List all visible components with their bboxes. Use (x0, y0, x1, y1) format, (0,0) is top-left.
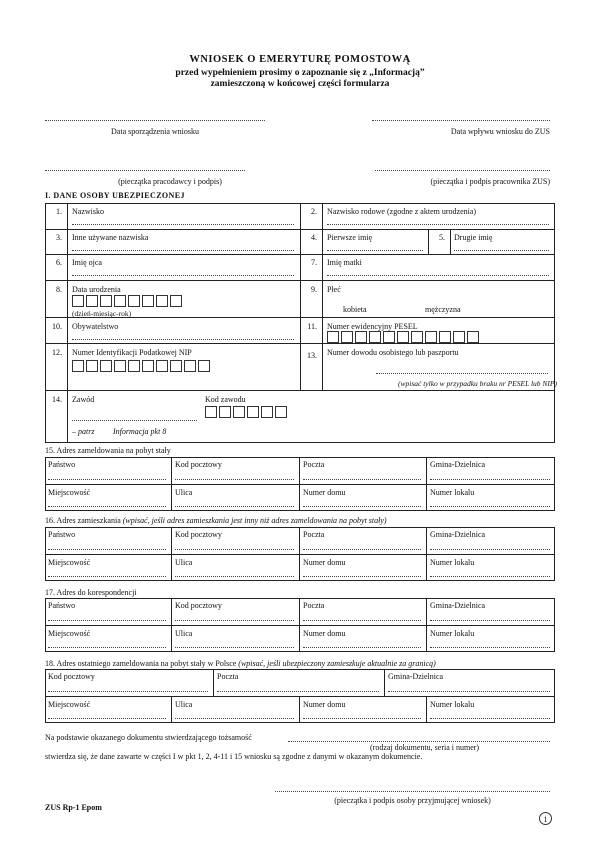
f2-label: Nazwisko rodowe (zgodne z aktem urodzenia) (327, 207, 477, 216)
sec16-house-input[interactable] (303, 576, 421, 577)
sec18-postcode: Kod pocztowy (48, 672, 95, 681)
sec15-title: 15. Adres zameldowania na pobyt stały (45, 446, 171, 455)
sec18-town-input[interactable] (48, 718, 166, 719)
sec18-street: Ulica (175, 700, 193, 709)
f9-num: 9. (311, 285, 317, 294)
f14-see: – patrz (72, 427, 95, 436)
sec18-gmina: Gmina-Dzielnica (388, 672, 444, 681)
sec16-postcode-input[interactable] (175, 549, 294, 550)
sec17-country: Państwo (48, 601, 76, 610)
sex-male-option[interactable]: mężczyzna (425, 305, 461, 314)
sex-female-option[interactable]: kobieta (343, 305, 367, 314)
f6-num: 6. (56, 258, 62, 267)
sec17-post-input[interactable] (303, 620, 421, 621)
sec15-house-input[interactable] (303, 506, 421, 507)
f14-num: 14. (52, 395, 62, 404)
f5-label: Drugie imię (454, 233, 493, 242)
sec15-gmina: Gmina-Dzielnica (430, 460, 486, 469)
zus-stamp-label: (pieczątka i podpis pracownika ZUS) (430, 177, 550, 186)
f13-hint: (wpisać tylko w przypadku braku nr PESEL lub NIP) (398, 379, 558, 388)
sec18-note: (wpisać, jeśli ubezpieczony zamieszkuje aktualnie za granicą) (238, 659, 436, 668)
sec15-town: Miejscowość (48, 488, 91, 497)
sec15-post: Poczta (303, 460, 325, 469)
birth-date-cells[interactable] (72, 295, 184, 307)
sec16-house: Numer domu (303, 558, 346, 567)
doc-text: Na podstawie okazanego dokumentu stwierdzającego tożsamość (45, 733, 252, 742)
f3-num: 3. (56, 233, 62, 242)
sec15-house: Numer domu (303, 488, 346, 497)
f8-hint: (dzień-miesiąc-rok) (72, 309, 132, 318)
f14-label: Zawód (72, 395, 95, 404)
sec16-title-text: 16. Adres zamieszkania (45, 516, 121, 525)
f5-num: 5. (439, 233, 445, 242)
receiver-stamp-label: (pieczątka i podpis osoby przyjmującej wniosek) (334, 796, 491, 805)
sec16-title (45, 516, 387, 525)
f9-label: Płeć (327, 285, 341, 294)
date-received-line[interactable] (372, 120, 550, 121)
father-name-input[interactable] (72, 275, 294, 276)
employer-stamp-label: (pieczątka pracodawcy i podpis) (118, 177, 222, 186)
first-name-input[interactable] (327, 250, 423, 251)
sec18-title-text: 18. Adres ostatniego zameldowania na pobyt stały w Polsce (45, 659, 237, 668)
sec16-country: Państwo (48, 530, 76, 539)
sec18-flat: Numer lokalu (430, 700, 475, 709)
sec16-country-input[interactable] (48, 549, 166, 550)
f8-num: 8. (56, 285, 62, 294)
sec16-street: Ulica (175, 558, 193, 567)
other-surnames-input[interactable] (72, 250, 294, 251)
doc-hint: (rodzaj dokumentu, seria i numer) (370, 743, 480, 752)
f3-label: Inne używane nazwiska (72, 233, 149, 242)
citizenship-input[interactable] (72, 339, 294, 340)
employer-stamp-line[interactable] (45, 170, 245, 171)
zus-stamp-line[interactable] (375, 170, 550, 171)
f6-label: Imię ojca (72, 258, 102, 267)
sec17-postcode-input[interactable] (175, 620, 294, 621)
sec16-post-input[interactable] (303, 549, 421, 550)
sec18-flat-input[interactable] (430, 718, 550, 719)
f11-num: 11. (307, 322, 317, 331)
mother-name-input[interactable] (327, 275, 549, 276)
nip-cells[interactable] (72, 360, 212, 372)
f4-label: Pierwsze imię (327, 233, 373, 242)
f13-num: 13. (307, 351, 317, 360)
sec17-post: Poczta (303, 601, 325, 610)
id-document-input[interactable] (376, 373, 548, 374)
sec17-gmina-input[interactable] (430, 620, 550, 621)
f13-label: Numer dowodu osobistego lub paszportu (327, 348, 459, 357)
sec15-town-input[interactable] (48, 506, 166, 507)
confirm-text: stwierdza się, że dane zawarte w części I w pkt 1, 2, 4-11 i 15 wniosku są zgodne z danymi w okazanym dokumencie. (45, 752, 423, 761)
f10-label: Obywatelstwo (72, 322, 119, 331)
sec16-note: (wpisać, jeśli adres zamieszkania jest inny niż adres zameldowania na pobyt stały) (122, 516, 387, 525)
sec18-house: Numer domu (303, 700, 346, 709)
f12-label: Numer Identyfikacji Podatkowej NIP (72, 348, 192, 357)
sec18-gmina-input[interactable] (388, 691, 550, 692)
sec17-country-input[interactable] (48, 620, 166, 621)
sec15-country-input[interactable] (48, 479, 166, 480)
sec16-postcode: Kod pocztowy (175, 530, 222, 539)
sec15-flat: Numer lokalu (430, 488, 475, 497)
sec18-street-input[interactable] (175, 718, 294, 719)
section1-title: I. DANE OSOBY UBEZPIECZONEJ (45, 191, 185, 200)
f7-num: 7. (311, 258, 317, 267)
sec17-title: 17. Adres do korespondencji (45, 588, 137, 597)
sec17-flat: Numer lokalu (430, 629, 475, 638)
sec15-post-input[interactable] (303, 479, 421, 480)
sec16-post: Poczta (303, 530, 325, 539)
sec15-flat-input[interactable] (430, 506, 550, 507)
sec15-gmina-input[interactable] (430, 479, 550, 480)
f14-info: Informacja pkt 8 (113, 427, 167, 436)
receiver-signature-line[interactable] (275, 791, 550, 792)
f4-num: 4. (311, 233, 317, 242)
occupation-code-cells[interactable] (205, 406, 289, 418)
sec17-house-input[interactable] (303, 647, 421, 648)
sec18-house-input[interactable] (303, 718, 421, 719)
f2-num: 2. (311, 207, 317, 216)
form-subtitle-line2: zamieszczoną w końcowej części formularza (210, 79, 390, 89)
sec17-town-input[interactable] (48, 647, 166, 648)
form-code: ZUS Rp-1 Epom (45, 803, 102, 812)
date-prepared-label: Data sporządzenia wniosku (111, 127, 199, 136)
second-name-input[interactable] (454, 250, 549, 251)
sec17-street: Ulica (175, 629, 193, 638)
date-received-label: Data wpływu wniosku do ZUS (450, 127, 550, 136)
pesel-cells[interactable] (327, 331, 481, 343)
f1-label: Nazwisko (72, 207, 104, 216)
sec17-postcode: Kod pocztowy (175, 601, 222, 610)
sec15-street: Ulica (175, 488, 193, 497)
f11-label: Numer ewidencyjny PESEL (327, 322, 418, 331)
sec16-town: Miejscowość (48, 558, 91, 567)
occupation-input[interactable] (72, 420, 197, 421)
f1-num: 1. (56, 207, 62, 216)
sec17-town: Miejscowość (48, 629, 91, 638)
form-title: WNIOSEK O EMERYTURĘ POMOSTOWĄ (189, 54, 411, 65)
f7-label: Imię matki (327, 258, 362, 267)
sec17-street-input[interactable] (175, 647, 294, 648)
sec18-title (45, 659, 436, 668)
sec16-flat-input[interactable] (430, 576, 550, 577)
sec17-house: Numer domu (303, 629, 346, 638)
sec18-town: Miejscowość (48, 700, 91, 709)
date-prepared-line[interactable] (45, 120, 265, 121)
sec18-postcode-input[interactable] (48, 691, 208, 692)
sec18-post: Poczta (217, 672, 239, 681)
sec15-postcode: Kod pocztowy (175, 460, 222, 469)
sec15-street-input[interactable] (175, 506, 294, 507)
f12-num: 12. (52, 348, 62, 357)
f10-num: 10. (52, 322, 62, 331)
sec16-flat: Numer lokalu (430, 558, 475, 567)
sec17-flat-input[interactable] (430, 647, 550, 648)
sec16-street-input[interactable] (175, 576, 294, 577)
sec15-postcode-input[interactable] (175, 479, 294, 480)
sec16-gmina-input[interactable] (430, 549, 550, 550)
sec18-post-input[interactable] (217, 691, 379, 692)
doc-input[interactable] (288, 741, 550, 742)
f8-label: Data urodzenia (72, 285, 121, 294)
sec15-country: Państwo (48, 460, 76, 469)
sec16-gmina: Gmina-Dzielnica (430, 530, 486, 539)
sec17-gmina: Gmina-Dzielnica (430, 601, 486, 610)
sec16-town-input[interactable] (48, 576, 166, 577)
surname-input[interactable] (72, 224, 294, 225)
page-number: 1 (539, 812, 552, 825)
form-subtitle-line1: przed wypełnieniem prosimy o zapoznanie się z „Informacją” (175, 68, 425, 78)
f14-code-label: Kod zawodu (205, 395, 246, 404)
birth-surname-input[interactable] (327, 224, 549, 225)
